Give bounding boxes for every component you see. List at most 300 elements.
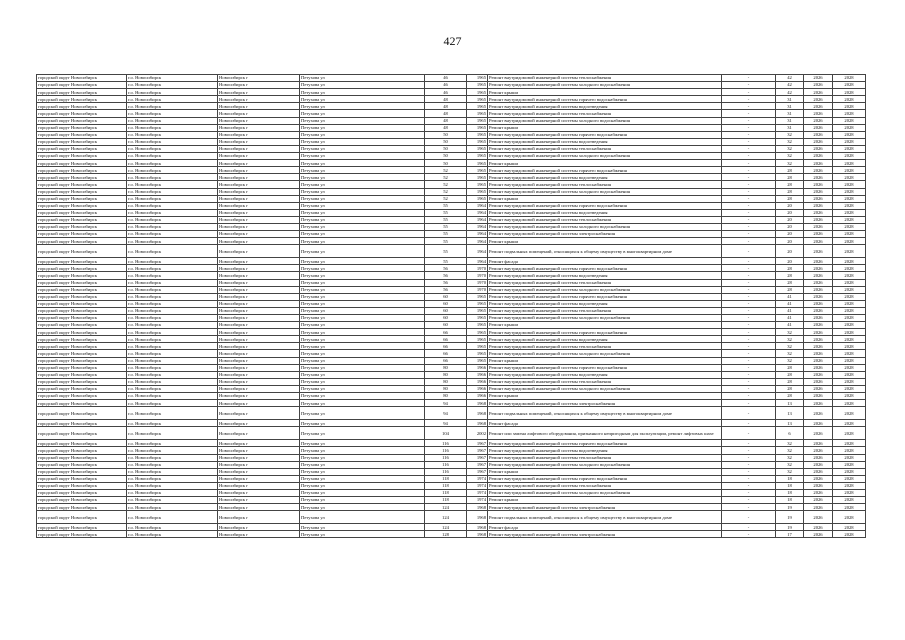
- cell-district: г.о. Новосибирск: [127, 461, 218, 468]
- table-row: [37, 209, 866, 216]
- cell-year-end: 2028: [833, 181, 866, 188]
- cell-municipality: городской округ Новосибирск: [37, 385, 127, 392]
- cell-build-year: 1968: [467, 420, 488, 427]
- cell-year-end: 2028: [833, 427, 866, 440]
- cell-build-year: 1964: [467, 216, 488, 223]
- repair-schedule-table: [36, 74, 866, 538]
- cell-dash: -: [722, 393, 776, 400]
- cell-street: Петухова ул: [300, 181, 425, 188]
- cell-dash: -: [722, 89, 776, 96]
- cell-city: Новосибирск г: [218, 400, 300, 407]
- cell-year-start: 2026: [804, 497, 833, 504]
- cell-house-number: 55: [425, 202, 467, 209]
- cell-build-year: 1967: [467, 440, 488, 447]
- cell-municipality: городской округ Новосибирск: [37, 482, 127, 489]
- cell-city: Новосибирск г: [218, 364, 300, 371]
- cell-floors: 31: [776, 124, 804, 131]
- cell-year-start: 2026: [804, 343, 833, 350]
- cell-build-year: 1967: [467, 447, 488, 454]
- cell-house-number: 56: [425, 286, 467, 293]
- cell-year-start: 2026: [804, 531, 833, 538]
- table-row: [37, 145, 866, 152]
- cell-municipality: городской округ Новосибирск: [37, 138, 127, 145]
- cell-dash: -: [722, 82, 776, 89]
- cell-work-type: Ремонт внутридомовой инженерной системы теплоснабжения: [488, 181, 722, 188]
- cell-dash: -: [722, 511, 776, 524]
- cell-year-end: 2028: [833, 350, 866, 357]
- cell-year-start: 2026: [804, 385, 833, 392]
- cell-work-type: Ремонт внутридомовой инженерной системы электроснабжения: [488, 531, 722, 538]
- cell-city: Новосибирск г: [218, 272, 300, 279]
- cell-year-start: 2026: [804, 420, 833, 427]
- cell-year-start: 2026: [804, 482, 833, 489]
- cell-district: г.о. Новосибирск: [127, 489, 218, 496]
- cell-dash: -: [722, 504, 776, 511]
- cell-street: Петухова ул: [300, 315, 425, 322]
- cell-work-type: Ремонт внутридомовой инженерной системы теплоснабжения: [488, 343, 722, 350]
- cell-municipality: городской округ Новосибирск: [37, 489, 127, 496]
- cell-street: Петухова ул: [300, 357, 425, 364]
- cell-district: г.о. Новосибирск: [127, 96, 218, 103]
- cell-city: Новосибирск г: [218, 103, 300, 110]
- cell-year-start: 2026: [804, 124, 833, 131]
- cell-street: Петухова ул: [300, 153, 425, 160]
- cell-dash: -: [722, 329, 776, 336]
- cell-city: Новосибирск г: [218, 531, 300, 538]
- cell-dash: -: [722, 258, 776, 265]
- cell-year-end: 2028: [833, 322, 866, 329]
- cell-street: Петухова ул: [300, 378, 425, 385]
- cell-municipality: городской округ Новосибирск: [37, 400, 127, 407]
- cell-house-number: 52: [425, 195, 467, 202]
- cell-municipality: городской округ Новосибирск: [37, 153, 127, 160]
- cell-floors: 17: [776, 531, 804, 538]
- cell-dash: -: [722, 315, 776, 322]
- cell-municipality: городской округ Новосибирск: [37, 504, 127, 511]
- cell-street: Петухова ул: [300, 174, 425, 181]
- cell-year-start: 2026: [804, 238, 833, 245]
- cell-house-number: 124: [425, 524, 467, 531]
- cell-year-end: 2028: [833, 279, 866, 286]
- cell-work-type: Ремонт крыши: [488, 393, 722, 400]
- cell-house-number: 80: [425, 364, 467, 371]
- cell-year-start: 2026: [804, 202, 833, 209]
- cell-build-year: 1964: [467, 245, 488, 258]
- cell-floors: 20: [776, 216, 804, 223]
- cell-house-number: 48: [425, 96, 467, 103]
- cell-municipality: городской округ Новосибирск: [37, 440, 127, 447]
- cell-year-end: 2028: [833, 511, 866, 524]
- cell-street: Петухова ул: [300, 258, 425, 265]
- cell-work-type: Ремонт внутридомовой инженерной системы горячего водоснабжения: [488, 96, 722, 103]
- cell-district: г.о. Новосибирск: [127, 407, 218, 420]
- cell-year-start: 2026: [804, 447, 833, 454]
- cell-year-start: 2026: [804, 378, 833, 385]
- cell-city: Новосибирск г: [218, 350, 300, 357]
- cell-street: Петухова ул: [300, 475, 425, 482]
- cell-year-start: 2026: [804, 364, 833, 371]
- cell-street: Петухова ул: [300, 286, 425, 293]
- cell-street: Петухова ул: [300, 461, 425, 468]
- cell-house-number: 50: [425, 153, 467, 160]
- table-row: [37, 223, 866, 230]
- cell-municipality: городской округ Новосибирск: [37, 160, 127, 167]
- cell-floors: 18: [776, 482, 804, 489]
- cell-municipality: городской округ Новосибирск: [37, 454, 127, 461]
- cell-year-start: 2026: [804, 300, 833, 307]
- cell-house-number: 80: [425, 393, 467, 400]
- table-row: [37, 96, 866, 103]
- cell-house-number: 80: [425, 385, 467, 392]
- cell-house-number: 124: [425, 511, 467, 524]
- cell-year-start: 2026: [804, 407, 833, 420]
- cell-build-year: 1965: [467, 89, 488, 96]
- cell-work-type: Ремонт внутридомовой инженерной системы водоотведения: [488, 209, 722, 216]
- cell-year-start: 2026: [804, 489, 833, 496]
- table-row: [37, 350, 866, 357]
- cell-city: Новосибирск г: [218, 329, 300, 336]
- cell-district: г.о. Новосибирск: [127, 223, 218, 230]
- cell-floors: 18: [776, 489, 804, 496]
- cell-work-type: Ремонт внутридомовой инженерной системы водоотведения: [488, 447, 722, 454]
- cell-year-start: 2026: [804, 350, 833, 357]
- cell-year-end: 2028: [833, 447, 866, 454]
- cell-municipality: городской округ Новосибирск: [37, 174, 127, 181]
- cell-build-year: 1965: [467, 153, 488, 160]
- cell-municipality: городской округ Новосибирск: [37, 223, 127, 230]
- cell-year-end: 2028: [833, 400, 866, 407]
- cell-work-type: Ремонт внутридомовой инженерной системы холодного водоснабжения: [488, 385, 722, 392]
- cell-street: Петухова ул: [300, 195, 425, 202]
- table-row: [37, 82, 866, 89]
- cell-dash: -: [722, 167, 776, 174]
- cell-district: г.о. Новосибирск: [127, 188, 218, 195]
- cell-dash: -: [722, 336, 776, 343]
- cell-district: г.о. Новосибирск: [127, 265, 218, 272]
- cell-work-type: Ремонт или замена лифтового оборудования, признанного непригодным для эксплуатации, ремонт лифтовых шахт: [488, 427, 722, 440]
- cell-floors: 32: [776, 145, 804, 152]
- cell-city: Новосибирск г: [218, 181, 300, 188]
- cell-build-year: 1965: [467, 188, 488, 195]
- cell-floors: 31: [776, 110, 804, 117]
- cell-house-number: 116: [425, 454, 467, 461]
- cell-build-year: 1968: [467, 511, 488, 524]
- cell-municipality: городской округ Новосибирск: [37, 145, 127, 152]
- cell-floors: 32: [776, 454, 804, 461]
- cell-work-type: Ремонт внутридомовой инженерной системы холодного водоснабжения: [488, 188, 722, 195]
- cell-city: Новосибирск г: [218, 117, 300, 124]
- cell-dash: -: [722, 440, 776, 447]
- cell-work-type: Ремонт внутридомовой инженерной системы холодного водоснабжения: [488, 82, 722, 89]
- cell-municipality: городской округ Новосибирск: [37, 364, 127, 371]
- cell-street: Петухова ул: [300, 420, 425, 427]
- cell-city: Новосибирск г: [218, 174, 300, 181]
- table-row: [37, 407, 866, 420]
- cell-dash: -: [722, 524, 776, 531]
- cell-floors: 28: [776, 265, 804, 272]
- cell-year-start: 2026: [804, 181, 833, 188]
- cell-work-type: Ремонт внутридомовой инженерной системы водоотведения: [488, 371, 722, 378]
- cell-work-type: Ремонт внутридомовой инженерной системы холодного водоснабжения: [488, 153, 722, 160]
- cell-year-start: 2026: [804, 524, 833, 531]
- cell-district: г.о. Новосибирск: [127, 524, 218, 531]
- cell-floors: 28: [776, 279, 804, 286]
- cell-dash: -: [722, 400, 776, 407]
- table-row: [37, 195, 866, 202]
- cell-house-number: 55: [425, 231, 467, 238]
- cell-dash: -: [722, 447, 776, 454]
- cell-year-start: 2026: [804, 504, 833, 511]
- cell-year-start: 2026: [804, 454, 833, 461]
- cell-build-year: 1974: [467, 489, 488, 496]
- cell-floors: 28: [776, 385, 804, 392]
- cell-floors: 28: [776, 272, 804, 279]
- cell-municipality: городской округ Новосибирск: [37, 110, 127, 117]
- table-row: [37, 497, 866, 504]
- table-row: [37, 258, 866, 265]
- cell-street: Петухова ул: [300, 238, 425, 245]
- cell-house-number: 124: [425, 504, 467, 511]
- cell-year-start: 2026: [804, 329, 833, 336]
- cell-municipality: городской округ Новосибирск: [37, 427, 127, 440]
- cell-street: Петухова ул: [300, 504, 425, 511]
- cell-floors: 32: [776, 336, 804, 343]
- cell-build-year: 1964: [467, 231, 488, 238]
- cell-floors: 41: [776, 322, 804, 329]
- cell-work-type: Ремонт внутридомовой инженерной системы холодного водоснабжения: [488, 223, 722, 230]
- cell-work-type: Ремонт внутридомовой инженерной системы холодного водоснабжения: [488, 350, 722, 357]
- cell-work-type: Ремонт внутридомовой инженерной системы холодного водоснабжения: [488, 117, 722, 124]
- cell-district: г.о. Новосибирск: [127, 293, 218, 300]
- cell-district: г.о. Новосибирск: [127, 258, 218, 265]
- cell-year-end: 2028: [833, 531, 866, 538]
- table-row: [37, 315, 866, 322]
- cell-work-type: Ремонт внутридомовой инженерной системы теплоснабжения: [488, 482, 722, 489]
- cell-district: г.о. Новосибирск: [127, 385, 218, 392]
- cell-floors: 32: [776, 329, 804, 336]
- cell-city: Новосибирск г: [218, 497, 300, 504]
- cell-dash: -: [722, 96, 776, 103]
- table-row: [37, 400, 866, 407]
- cell-city: Новосибирск г: [218, 231, 300, 238]
- cell-house-number: 66: [425, 350, 467, 357]
- cell-build-year: 1968: [467, 400, 488, 407]
- cell-municipality: городской округ Новосибирск: [37, 75, 127, 82]
- cell-build-year: 1965: [467, 82, 488, 89]
- cell-year-end: 2028: [833, 407, 866, 420]
- cell-build-year: 1965: [467, 96, 488, 103]
- cell-house-number: 116: [425, 447, 467, 454]
- table-row: [37, 336, 866, 343]
- cell-work-type: Ремонт внутридомовой инженерной системы теплоснабжения: [488, 279, 722, 286]
- cell-year-start: 2026: [804, 371, 833, 378]
- cell-year-end: 2028: [833, 468, 866, 475]
- cell-year-start: 2026: [804, 293, 833, 300]
- cell-dash: -: [722, 307, 776, 314]
- cell-floors: 28: [776, 364, 804, 371]
- cell-municipality: городской округ Новосибирск: [37, 420, 127, 427]
- cell-floors: 20: [776, 258, 804, 265]
- cell-year-start: 2026: [804, 279, 833, 286]
- cell-year-end: 2028: [833, 420, 866, 427]
- table-row: [37, 482, 866, 489]
- cell-municipality: городской округ Новосибирск: [37, 202, 127, 209]
- cell-street: Петухова ул: [300, 407, 425, 420]
- cell-dash: -: [722, 209, 776, 216]
- cell-city: Новосибирск г: [218, 524, 300, 531]
- cell-district: г.о. Новосибирск: [127, 300, 218, 307]
- cell-work-type: Ремонт внутридомовой инженерной системы теплоснабжения: [488, 378, 722, 385]
- cell-municipality: городской округ Новосибирск: [37, 378, 127, 385]
- cell-street: Петухова ул: [300, 336, 425, 343]
- cell-city: Новосибирск г: [218, 223, 300, 230]
- cell-city: Новосибирск г: [218, 96, 300, 103]
- cell-municipality: городской округ Новосибирск: [37, 322, 127, 329]
- cell-dash: -: [722, 293, 776, 300]
- cell-floors: 20: [776, 209, 804, 216]
- cell-municipality: городской округ Новосибирск: [37, 300, 127, 307]
- cell-street: Петухова ул: [300, 329, 425, 336]
- cell-city: Новосибирск г: [218, 131, 300, 138]
- cell-build-year: 1965: [467, 145, 488, 152]
- cell-work-type: Ремонт внутридомовой инженерной системы горячего водоснабжения: [488, 329, 722, 336]
- cell-floors: 28: [776, 181, 804, 188]
- cell-work-type: Ремонт внутридомовой инженерной системы горячего водоснабжения: [488, 131, 722, 138]
- cell-floors: 31: [776, 96, 804, 103]
- cell-year-end: 2028: [833, 75, 866, 82]
- cell-build-year: 1967: [467, 468, 488, 475]
- cell-street: Петухова ул: [300, 300, 425, 307]
- cell-work-type: Ремонт внутридомовой инженерной системы теплоснабжения: [488, 216, 722, 223]
- cell-district: г.о. Новосибирск: [127, 364, 218, 371]
- cell-district: г.о. Новосибирск: [127, 75, 218, 82]
- cell-municipality: городской округ Новосибирск: [37, 82, 127, 89]
- cell-street: Петухова ул: [300, 322, 425, 329]
- cell-municipality: городской округ Новосибирск: [37, 371, 127, 378]
- cell-city: Новосибирск г: [218, 461, 300, 468]
- cell-floors: 19: [776, 511, 804, 524]
- cell-municipality: городской округ Новосибирск: [37, 329, 127, 336]
- cell-house-number: 52: [425, 188, 467, 195]
- table-body: [37, 75, 866, 538]
- cell-street: Петухова ул: [300, 223, 425, 230]
- table-row: [37, 103, 866, 110]
- cell-district: г.о. Новосибирск: [127, 454, 218, 461]
- cell-year-start: 2026: [804, 461, 833, 468]
- cell-build-year: 1965: [467, 167, 488, 174]
- cell-street: Петухова ул: [300, 371, 425, 378]
- table-row: [37, 238, 866, 245]
- cell-dash: -: [722, 350, 776, 357]
- cell-dash: -: [722, 103, 776, 110]
- cell-year-end: 2028: [833, 475, 866, 482]
- cell-floors: 6: [776, 427, 804, 440]
- cell-build-year: 2002: [467, 427, 488, 440]
- cell-year-start: 2026: [804, 160, 833, 167]
- cell-year-end: 2028: [833, 188, 866, 195]
- cell-city: Новосибирск г: [218, 265, 300, 272]
- cell-floors: 18: [776, 475, 804, 482]
- cell-work-type: Ремонт внутридомовой инженерной системы водоотведения: [488, 272, 722, 279]
- table-row: [37, 160, 866, 167]
- table-row: [37, 322, 866, 329]
- cell-build-year: 1966: [467, 393, 488, 400]
- cell-work-type: Ремонт внутридомовой инженерной системы электроснабжения: [488, 504, 722, 511]
- cell-house-number: 46: [425, 75, 467, 82]
- table-row: [37, 447, 866, 454]
- table-row: [37, 124, 866, 131]
- cell-dash: -: [722, 124, 776, 131]
- cell-street: Петухова ул: [300, 468, 425, 475]
- cell-house-number: 66: [425, 357, 467, 364]
- table-row: [37, 272, 866, 279]
- cell-municipality: городской округ Новосибирск: [37, 195, 127, 202]
- cell-district: г.о. Новосибирск: [127, 202, 218, 209]
- cell-municipality: городской округ Новосибирск: [37, 447, 127, 454]
- cell-work-type: Ремонт внутридомовой инженерной системы водоотведения: [488, 336, 722, 343]
- cell-district: г.о. Новосибирск: [127, 378, 218, 385]
- table-row: [37, 117, 866, 124]
- table-row: [37, 265, 866, 272]
- cell-year-end: 2028: [833, 117, 866, 124]
- cell-street: Петухова ул: [300, 427, 425, 440]
- cell-build-year: 1965: [467, 181, 488, 188]
- cell-year-end: 2028: [833, 110, 866, 117]
- cell-dash: -: [722, 265, 776, 272]
- cell-city: Новосибирск г: [218, 475, 300, 482]
- cell-year-start: 2026: [804, 427, 833, 440]
- cell-year-end: 2028: [833, 504, 866, 511]
- table-row: [37, 420, 866, 427]
- table-row: [37, 393, 866, 400]
- cell-floors: 32: [776, 153, 804, 160]
- cell-house-number: 116: [425, 461, 467, 468]
- cell-city: Новосибирск г: [218, 160, 300, 167]
- cell-house-number: 116: [425, 440, 467, 447]
- cell-district: г.о. Новосибирск: [127, 504, 218, 511]
- cell-year-end: 2028: [833, 82, 866, 89]
- cell-work-type: Ремонт фасада: [488, 258, 722, 265]
- cell-municipality: городской округ Новосибирск: [37, 293, 127, 300]
- cell-house-number: 55: [425, 209, 467, 216]
- cell-build-year: 1965: [467, 75, 488, 82]
- cell-work-type: Ремонт внутридомовой инженерной системы горячего водоснабжения: [488, 364, 722, 371]
- cell-work-type: Ремонт внутридомовой инженерной системы холодного водоснабжения: [488, 286, 722, 293]
- cell-municipality: городской округ Новосибирск: [37, 209, 127, 216]
- table-row: [37, 440, 866, 447]
- cell-build-year: 1967: [467, 461, 488, 468]
- cell-year-start: 2026: [804, 138, 833, 145]
- cell-dash: -: [722, 75, 776, 82]
- cell-municipality: городской округ Новосибирск: [37, 103, 127, 110]
- cell-build-year: 1965: [467, 131, 488, 138]
- cell-work-type: Ремонт крыши: [488, 497, 722, 504]
- cell-work-type: Ремонт внутридомовой инженерной системы водоотведения: [488, 103, 722, 110]
- cell-build-year: 1964: [467, 202, 488, 209]
- cell-build-year: 1974: [467, 482, 488, 489]
- cell-build-year: 1968: [467, 531, 488, 538]
- cell-floors: 41: [776, 300, 804, 307]
- cell-work-type: Ремонт крыши: [488, 357, 722, 364]
- cell-build-year: 1970: [467, 265, 488, 272]
- cell-dash: -: [722, 138, 776, 145]
- cell-street: Петухова ул: [300, 124, 425, 131]
- cell-city: Новосибирск г: [218, 489, 300, 496]
- cell-year-end: 2028: [833, 343, 866, 350]
- cell-work-type: Ремонт внутридомовой инженерной системы горячего водоснабжения: [488, 265, 722, 272]
- cell-year-start: 2026: [804, 475, 833, 482]
- cell-city: Новосибирск г: [218, 89, 300, 96]
